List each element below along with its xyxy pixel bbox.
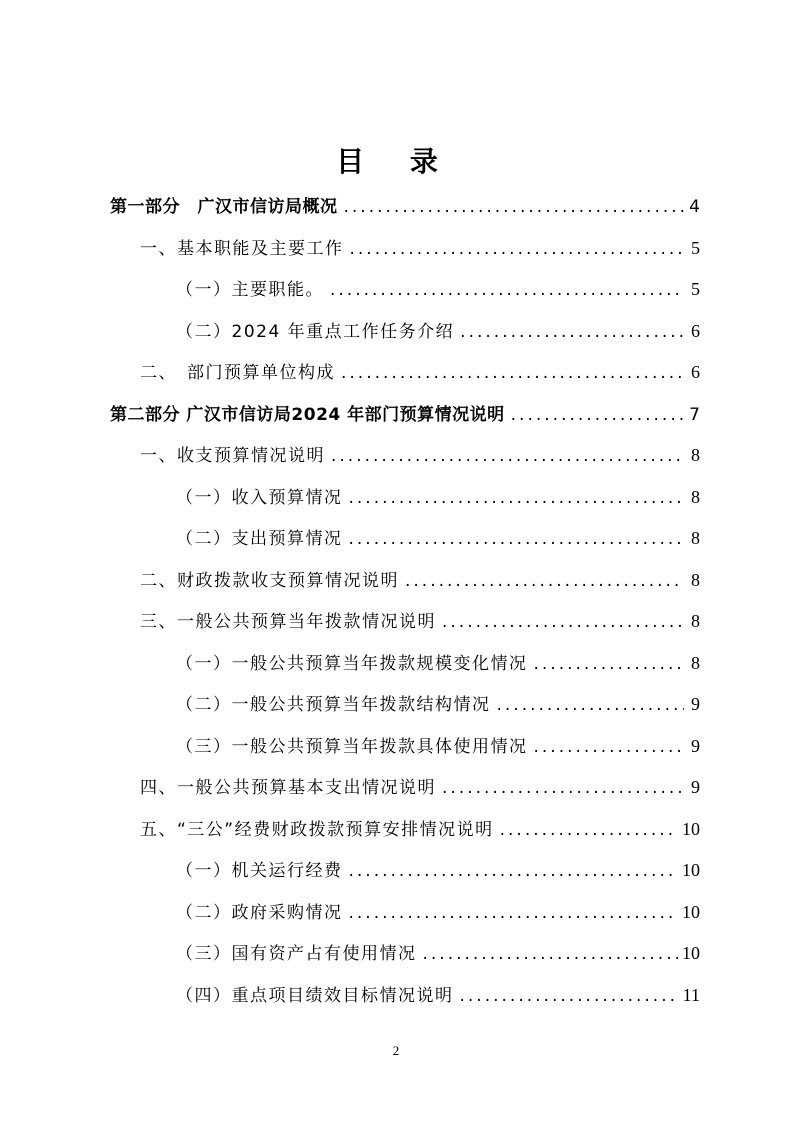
toc-entry-label: （一）收入预算情况 — [176, 488, 343, 508]
toc-entry-page: 10 — [682, 902, 700, 922]
toc-entry-page: 8 — [691, 487, 700, 507]
toc-entry-label: （二）2024 年重点工作任务介绍 — [176, 322, 455, 342]
toc-entry-page: 4 — [689, 197, 700, 217]
toc-entry-label: （一）主要职能。 — [176, 280, 324, 300]
toc-entry[interactable] — [176, 524, 700, 554]
toc-entry[interactable] — [140, 441, 700, 471]
toc-entry[interactable] — [176, 939, 700, 969]
toc-entry-label: （二）政府采购情况 — [176, 903, 343, 923]
toc-entry-page: 10 — [682, 860, 700, 880]
toc-entry-page: 7 — [689, 405, 700, 425]
dot-leader — [500, 820, 678, 840]
page-number: 2 — [392, 1043, 400, 1058]
dot-leader — [534, 737, 685, 757]
dot-leader — [349, 903, 679, 923]
toc-entry-label: 一、基本职能及主要工作 — [140, 239, 344, 259]
toc-entry-label: 一、收支预算情况说明 — [140, 446, 325, 466]
toc-entry-label: 二、 部门预算单位构成 — [140, 363, 335, 383]
toc-entry-page: 5 — [691, 279, 700, 299]
toc-entry-label: （二）一般公共预算当年拨款结构情况 — [176, 695, 491, 715]
dot-leader — [349, 529, 685, 549]
dot-leader — [460, 322, 684, 342]
toc-entry-label: 五、“三公”经费财政拨款预算安排情况说明 — [140, 820, 494, 840]
toc-entry[interactable] — [140, 815, 700, 845]
toc-entry-label: 四、一般公共预算基本支出情况说明 — [140, 778, 436, 798]
dot-leader — [534, 654, 685, 674]
toc-entry-page: 11 — [682, 985, 700, 1005]
toc-entry[interactable] — [176, 317, 700, 347]
toc-entry-label: 三、一般公共预算当年拨款情况说明 — [140, 612, 436, 632]
toc-entry-page: 8 — [691, 653, 700, 673]
toc-entry-label: 第二部分 广汉市信访局2024 年部门预算情况说明 — [110, 405, 505, 425]
dot-leader — [341, 363, 684, 383]
toc-entry[interactable] — [110, 400, 700, 430]
toc-entry[interactable] — [176, 981, 700, 1011]
toc-entry[interactable] — [110, 192, 700, 222]
dot-leader — [331, 446, 684, 466]
toc-entry-page: 9 — [691, 736, 700, 756]
dot-leader — [497, 695, 685, 715]
toc-entry[interactable] — [176, 898, 700, 928]
dot-leader — [350, 239, 685, 259]
toc-entry-page: 9 — [691, 694, 700, 714]
dot-leader — [344, 197, 685, 217]
dot-leader — [349, 861, 679, 881]
toc-entry-page: 8 — [691, 528, 700, 548]
dot-leader — [405, 571, 684, 591]
toc-entry-label: （一）机关运行经费 — [176, 861, 343, 881]
dot-leader — [423, 944, 679, 964]
toc-entry-label: （一）一般公共预算当年拨款规模变化情况 — [176, 654, 528, 674]
dot-leader — [442, 612, 684, 632]
dot-leader — [442, 778, 684, 798]
toc-entry[interactable] — [176, 275, 700, 305]
toc-entry-label: （三）一般公共预算当年拨款具体使用情况 — [176, 737, 528, 757]
toc-entry-label: 二、财政拨款收支预算情况说明 — [140, 571, 399, 591]
dot-leader — [511, 405, 684, 425]
toc-entry-label: 第一部分 广汉市信访局概况 — [110, 197, 338, 217]
toc-entry[interactable] — [140, 566, 700, 596]
toc-entry-page: 8 — [691, 611, 700, 631]
toc-entry-page: 6 — [691, 362, 700, 382]
toc-entry[interactable] — [140, 773, 700, 803]
dot-leader — [330, 280, 684, 300]
toc-entry-page: 5 — [691, 238, 700, 258]
toc-entry-page: 10 — [682, 943, 700, 963]
toc-entry[interactable] — [176, 690, 700, 720]
toc-entry[interactable] — [140, 358, 700, 388]
toc-entry[interactable] — [176, 856, 700, 886]
toc-entry[interactable] — [176, 732, 700, 762]
toc-entry-label: （四）重点项目绩效目标情况说明 — [176, 986, 454, 1006]
dot-leader — [460, 986, 679, 1006]
toc-entry-label: （二）支出预算情况 — [176, 529, 343, 549]
dot-leader — [349, 488, 685, 508]
toc-title: 目 录 — [336, 145, 456, 178]
toc-entry[interactable] — [176, 649, 700, 679]
toc-entry-label: （三）国有资产占有使用情况 — [176, 944, 417, 964]
toc-entry-page: 8 — [691, 445, 700, 465]
toc-entry-page: 9 — [691, 777, 700, 797]
toc-entry[interactable] — [176, 483, 700, 513]
toc-entry-page: 10 — [682, 819, 700, 839]
toc-entry-page: 6 — [691, 321, 700, 341]
toc-entry-page: 8 — [691, 570, 700, 590]
toc-entry[interactable] — [140, 607, 700, 637]
toc-entry[interactable] — [140, 234, 700, 264]
